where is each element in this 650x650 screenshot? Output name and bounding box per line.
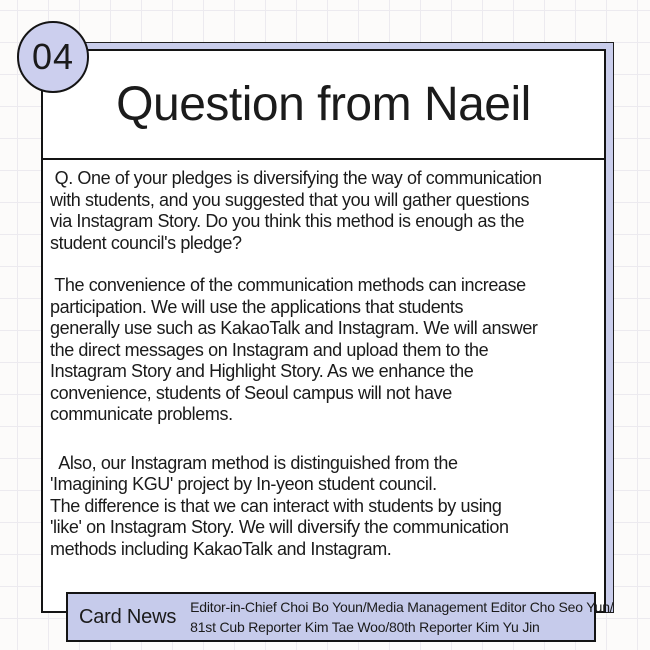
body-line: Also, our Instagram method is distinguished from the (50, 452, 458, 473)
page-number: 04 (31, 36, 75, 77)
title-band (43, 51, 604, 160)
card-shadow-band (41, 42, 614, 613)
body-line: 'Imagining KGU' project by In-yeon student council. (50, 474, 437, 494)
answer-paragraph-2 (50, 453, 602, 561)
body-line: Instagram Story and Highlight Story. As we enhance the (50, 361, 474, 381)
body-line: convenience, students of Seoul campus will not have (50, 382, 452, 403)
question-paragraph (50, 168, 602, 254)
body-line: The difference is that we can interact with students by using (50, 495, 502, 516)
credits-line: 81st Cub Reporter Kim Tae Woo/80th Reporter Kim Yu Jin (190, 619, 540, 635)
article-body (43, 160, 604, 560)
card (41, 49, 606, 613)
body-line: communicate problems. (50, 404, 233, 424)
body-line: with students, and you suggested that you will gather questions (50, 189, 530, 210)
body-line: 'like' on Instagram Story. We will diversify the communication (50, 517, 509, 537)
page-number-badge (17, 21, 89, 93)
credits-line: Editor-in-Chief Choi Bo Youn/Media Management Editor Cho Seo Yun/ (190, 599, 614, 615)
credits-text (190, 597, 613, 637)
body-line: student council's pledge? (50, 232, 242, 253)
credits-footer (66, 592, 614, 642)
body-line: generally use such as KakaoTalk and Instagram. We will answer (50, 318, 538, 338)
body-line: Q. One of your pledges is diversifying the way of communication (50, 168, 542, 188)
body-line: via Instagram Story. Do you think this method is enough as the (50, 211, 525, 231)
page-title: Question from Naeil (116, 78, 531, 131)
answer-paragraph-1 (50, 275, 602, 426)
body-line: the direct messages on Instagram and upload them to the (50, 339, 489, 360)
body-line: The convenience of the communication methods can increase (50, 275, 526, 295)
card-news-label: Card News (79, 605, 177, 628)
body-line: methods including KakaoTalk and Instagram. (50, 538, 392, 559)
body-line: participation. We will use the applications that students (50, 296, 464, 317)
